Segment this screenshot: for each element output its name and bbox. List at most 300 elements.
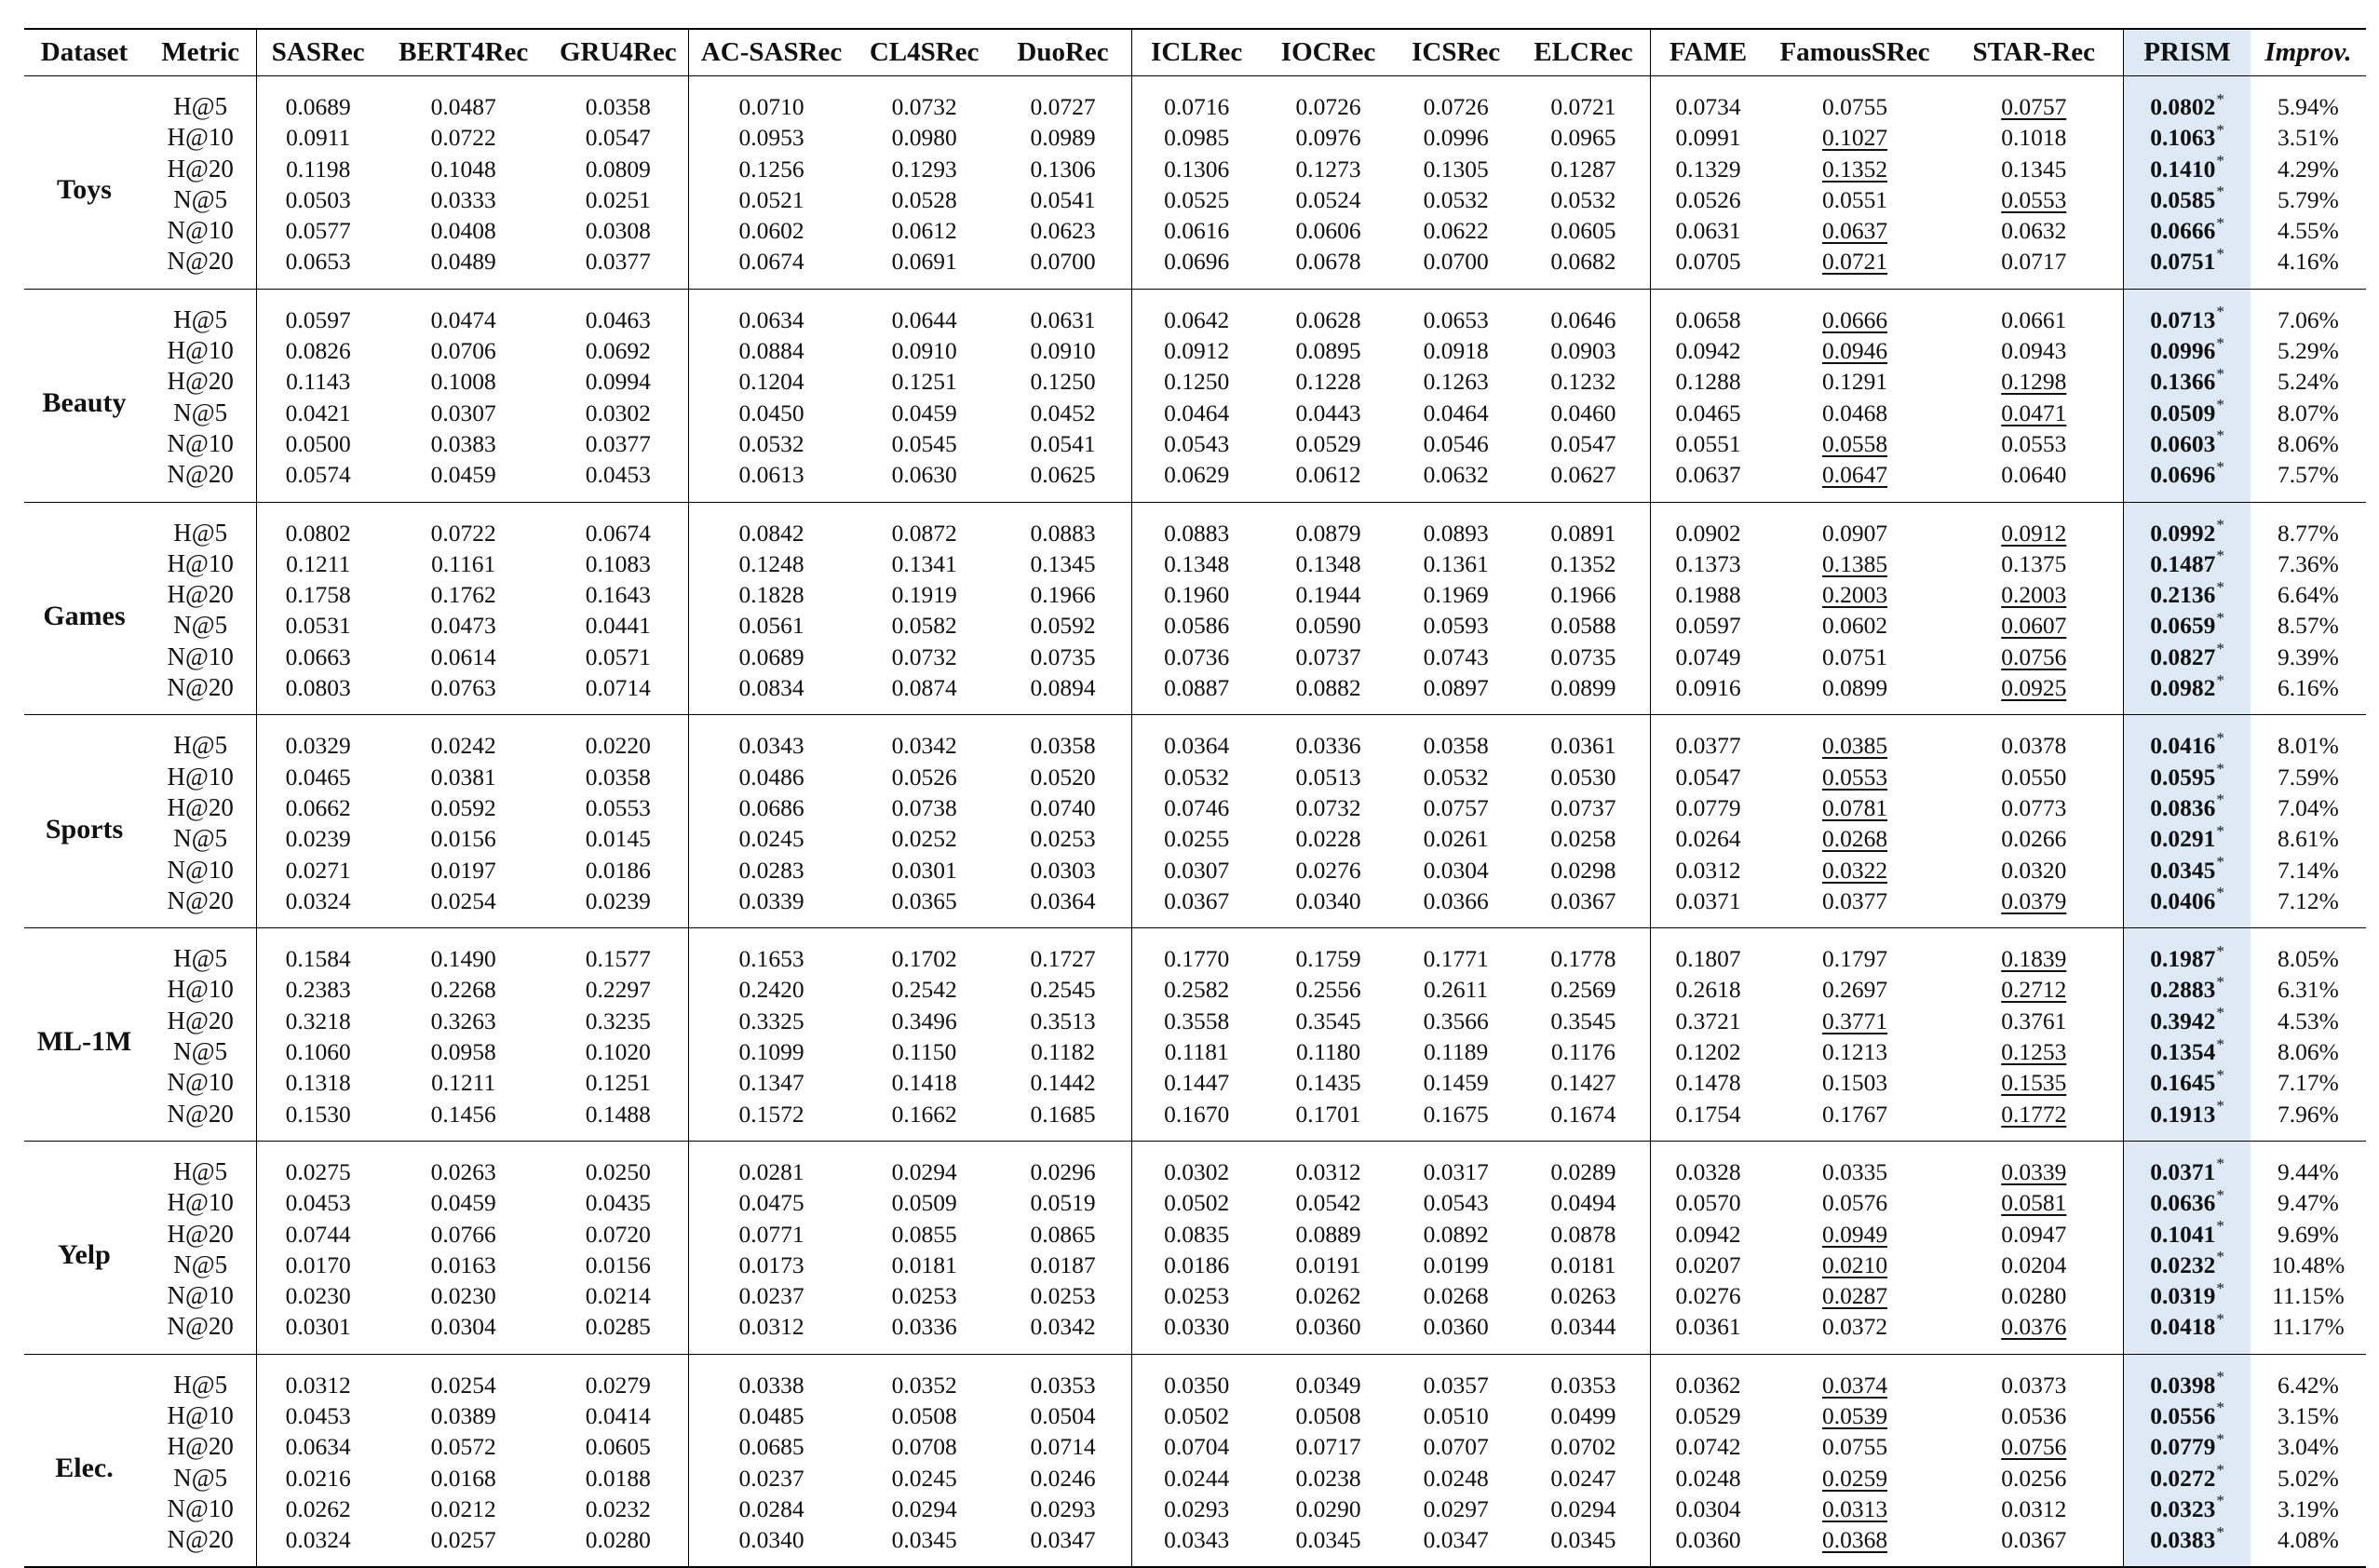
cell-famoussrec bbox=[1765, 928, 1945, 975]
cell-value: 0.0755 bbox=[1821, 93, 1888, 120]
cell-value: 0.0717 bbox=[1295, 1433, 1361, 1461]
cell-value: 0.0985 bbox=[1164, 124, 1230, 152]
cell-sasrec bbox=[257, 1431, 379, 1462]
cell-bert4rec bbox=[379, 885, 547, 928]
cell-value: 0.1643 bbox=[585, 581, 651, 609]
cell-icsrec bbox=[1396, 579, 1517, 610]
cell-cl4srec bbox=[854, 642, 994, 672]
cell-improvement: 3.15% bbox=[2277, 1401, 2339, 1429]
cell-value: 0.1161 bbox=[431, 549, 496, 577]
cell-bert4rec bbox=[379, 928, 547, 975]
cell-iocrec bbox=[1261, 1006, 1395, 1036]
table-row bbox=[24, 1099, 2366, 1142]
cell-elcrec bbox=[1517, 366, 1651, 397]
cell-fame bbox=[1651, 1354, 1765, 1400]
column-header-star-rec: STAR-Rec bbox=[1944, 29, 2124, 76]
cell-famoussrec bbox=[1765, 1187, 1945, 1218]
cell-value: 0.0342 bbox=[891, 732, 957, 760]
cell-iocrec bbox=[1261, 76, 1395, 123]
metric-label: N@20 bbox=[167, 1099, 234, 1128]
column-header-metric: Metric bbox=[144, 29, 257, 76]
table-row bbox=[24, 502, 2366, 548]
best-value: 0.0416 bbox=[2150, 732, 2216, 760]
cell-value: 0.0613 bbox=[738, 461, 804, 489]
table-row bbox=[24, 1463, 2366, 1494]
table-row bbox=[24, 610, 2366, 641]
cell-star-rec bbox=[1944, 1400, 2124, 1431]
cell-value: 0.0212 bbox=[430, 1494, 496, 1522]
cell-elcrec bbox=[1517, 792, 1651, 823]
cell-value: 0.0572 bbox=[430, 1433, 496, 1461]
cell-ac-sasrec bbox=[689, 1354, 854, 1400]
cell-value: 0.1008 bbox=[430, 368, 496, 396]
cell-value: 0.0884 bbox=[738, 337, 804, 365]
cell-value: 0.0632 bbox=[2001, 217, 2067, 245]
significance-mark: * bbox=[2216, 303, 2224, 321]
cell-cl4srec bbox=[854, 1067, 994, 1098]
cell-prism bbox=[2124, 184, 2251, 215]
cell-value: 0.0197 bbox=[430, 856, 496, 884]
cell-cl4srec bbox=[854, 246, 994, 289]
cell-bert4rec bbox=[379, 1280, 547, 1311]
significance-mark: * bbox=[2216, 1004, 2224, 1022]
cell-value: 0.0570 bbox=[1675, 1189, 1741, 1217]
table-row bbox=[24, 1219, 2366, 1250]
table-row bbox=[24, 885, 2366, 928]
cell-elcrec bbox=[1517, 1400, 1651, 1431]
cell-iocrec bbox=[1261, 885, 1395, 928]
cell-prism bbox=[2124, 502, 2251, 548]
cell-ac-sasrec bbox=[689, 1067, 854, 1098]
cell-value: 0.0766 bbox=[430, 1220, 496, 1248]
cell-value: 0.0459 bbox=[430, 461, 496, 489]
cell-duorec bbox=[994, 548, 1131, 579]
cell-value: 0.0996 bbox=[1423, 124, 1489, 152]
cell-duorec bbox=[994, 792, 1131, 823]
cell-value: 0.0542 bbox=[1295, 1189, 1361, 1217]
best-value: 0.0779 bbox=[2150, 1433, 2216, 1461]
cell-value: 0.0371 bbox=[1675, 886, 1741, 914]
cell-value: 0.0910 bbox=[891, 337, 957, 365]
cell-value: 0.1530 bbox=[285, 1100, 351, 1128]
cell-value: 0.0237 bbox=[738, 1282, 804, 1310]
cell-value: 0.0878 bbox=[1550, 1220, 1616, 1248]
cell-famoussrec bbox=[1765, 122, 1945, 153]
significance-mark: * bbox=[2216, 1461, 2224, 1480]
cell-ac-sasrec bbox=[689, 610, 854, 641]
cell-value: 0.0734 bbox=[1675, 93, 1741, 120]
cell-improvement: 7.04% bbox=[2277, 793, 2339, 821]
cell-value: 0.0842 bbox=[738, 519, 804, 547]
cell-sasrec bbox=[257, 502, 379, 548]
cell-sasrec bbox=[257, 459, 379, 502]
significance-mark: * bbox=[2216, 760, 2224, 778]
cell-duorec bbox=[994, 1219, 1131, 1250]
cell-value: 0.0526 bbox=[891, 763, 957, 791]
best-value: 0.0751 bbox=[2150, 248, 2216, 276]
cell-improvement: 8.77% bbox=[2277, 519, 2339, 547]
cell-value: 0.0835 bbox=[1164, 1220, 1230, 1248]
cell-iclrec bbox=[1131, 502, 1261, 548]
cell-value: 0.0324 bbox=[285, 1526, 351, 1554]
cell-value: 0.0263 bbox=[1550, 1282, 1616, 1310]
cell-prism bbox=[2124, 974, 2251, 1005]
cell-iclrec bbox=[1131, 1250, 1261, 1280]
second-best-value: 0.0558 bbox=[1821, 429, 1888, 457]
cell-value: 0.0257 bbox=[430, 1526, 496, 1554]
best-value: 0.0659 bbox=[2150, 612, 2216, 640]
cell-value: 0.1318 bbox=[285, 1069, 351, 1097]
cell-value: 0.1770 bbox=[1164, 945, 1230, 973]
cell-fame bbox=[1651, 289, 1765, 335]
cell-bert4rec bbox=[379, 762, 547, 792]
table-row bbox=[24, 459, 2366, 502]
results-table-container bbox=[24, 28, 2366, 1568]
cell-iclrec bbox=[1131, 610, 1261, 641]
cell-star-rec bbox=[1944, 289, 2124, 335]
dataset-label: Beauty bbox=[42, 387, 127, 419]
cell-value: 0.0285 bbox=[585, 1313, 651, 1341]
significance-mark: * bbox=[2216, 1429, 2224, 1448]
dataset-label: Toys bbox=[57, 174, 112, 206]
cell-value: 0.0486 bbox=[738, 763, 804, 791]
significance-mark: * bbox=[2216, 1065, 2224, 1084]
cell-iclrec bbox=[1131, 548, 1261, 579]
cell-value: 0.0892 bbox=[1423, 1220, 1489, 1248]
second-best-value: 0.0471 bbox=[2001, 399, 2067, 426]
cell-fame bbox=[1651, 154, 1765, 184]
cell-duorec bbox=[994, 215, 1131, 246]
cell-icsrec bbox=[1396, 215, 1517, 246]
cell-value: 0.1288 bbox=[1675, 368, 1741, 396]
cell-icsrec bbox=[1396, 246, 1517, 289]
cell-value: 0.0377 bbox=[585, 248, 651, 276]
cell-fame bbox=[1651, 246, 1765, 289]
cell-duorec bbox=[994, 855, 1131, 885]
cell-value: 0.0809 bbox=[585, 155, 651, 182]
cell-star-rec bbox=[1944, 502, 2124, 548]
cell-value: 0.0653 bbox=[1423, 305, 1489, 333]
cell-elcrec bbox=[1517, 1219, 1651, 1250]
cell-value: 0.1293 bbox=[891, 155, 957, 182]
cell-icsrec bbox=[1396, 154, 1517, 184]
cell-value: 0.0199 bbox=[1423, 1250, 1489, 1278]
second-best-value: 0.0757 bbox=[2001, 93, 2067, 120]
metric-label: N@10 bbox=[167, 428, 234, 457]
table-row bbox=[24, 1067, 2366, 1098]
cell-value: 0.1176 bbox=[1550, 1038, 1616, 1066]
cell-value: 0.0421 bbox=[285, 399, 351, 426]
cell-value: 0.0746 bbox=[1164, 793, 1230, 821]
cell-value: 0.0453 bbox=[285, 1401, 351, 1429]
cell-value: 0.0714 bbox=[585, 674, 651, 702]
table-row bbox=[24, 1187, 2366, 1218]
cell-sasrec bbox=[257, 289, 379, 335]
cell-value: 0.0883 bbox=[1164, 519, 1230, 547]
cell-value: 0.0207 bbox=[1675, 1250, 1741, 1278]
cell-value: 0.0296 bbox=[1030, 1157, 1096, 1185]
cell-value: 0.1060 bbox=[285, 1038, 351, 1066]
cell-iocrec bbox=[1261, 672, 1395, 715]
cell-cl4srec bbox=[854, 184, 994, 215]
cell-value: 0.1306 bbox=[1030, 155, 1096, 182]
metric-label: N@5 bbox=[173, 184, 228, 213]
cell-value: 0.1490 bbox=[430, 945, 496, 973]
results-table bbox=[24, 28, 2366, 1568]
column-header-dataset: Dataset bbox=[24, 29, 144, 76]
cell-icsrec bbox=[1396, 1311, 1517, 1354]
cell-improvement: 9.47% bbox=[2277, 1189, 2339, 1217]
cell-improvement: 4.55% bbox=[2277, 217, 2339, 245]
cell-icsrec bbox=[1396, 974, 1517, 1005]
cell-elcrec bbox=[1517, 398, 1651, 428]
cell-ac-sasrec bbox=[689, 974, 854, 1005]
cell-value: 0.0281 bbox=[738, 1157, 804, 1185]
cell-value: 0.0279 bbox=[585, 1371, 651, 1399]
cell-fame bbox=[1651, 823, 1765, 854]
cell-improvement: 4.16% bbox=[2277, 248, 2339, 276]
cell-value: 0.0389 bbox=[430, 1401, 496, 1429]
cell-value: 0.0634 bbox=[285, 1433, 351, 1461]
cell-improvement: 8.07% bbox=[2277, 399, 2339, 426]
cell-gru4rec bbox=[547, 762, 688, 792]
cell-iclrec bbox=[1131, 1431, 1261, 1462]
metric-label: H@10 bbox=[167, 1188, 234, 1217]
cell-cl4srec bbox=[854, 1250, 994, 1280]
cell-value: 0.0513 bbox=[1295, 763, 1361, 791]
cell-iocrec bbox=[1261, 1311, 1395, 1354]
cell-value: 0.0255 bbox=[1164, 825, 1230, 853]
column-header-gru4rec: GRU4Rec bbox=[547, 29, 688, 76]
significance-mark: * bbox=[2216, 1248, 2224, 1266]
cell-value: 0.1150 bbox=[892, 1038, 957, 1066]
cell-value: 0.0689 bbox=[738, 642, 804, 670]
significance-mark: * bbox=[2216, 884, 2224, 902]
cell-famoussrec bbox=[1765, 1006, 1945, 1036]
cell-value: 0.0245 bbox=[891, 1464, 957, 1492]
table-row bbox=[24, 1431, 2366, 1462]
cell-elcrec bbox=[1517, 610, 1651, 641]
cell-duorec bbox=[994, 76, 1131, 123]
cell-value: 0.0268 bbox=[1423, 1282, 1489, 1310]
cell-duorec bbox=[994, 1006, 1131, 1036]
cell-iclrec bbox=[1131, 398, 1261, 428]
cell-value: 0.1211 bbox=[286, 549, 351, 577]
cell-value: 0.0682 bbox=[1550, 248, 1616, 276]
cell-value: 0.0173 bbox=[738, 1250, 804, 1278]
significance-mark: * bbox=[2216, 244, 2224, 263]
best-value: 0.0418 bbox=[2150, 1313, 2216, 1341]
cell-gru4rec bbox=[547, 1400, 688, 1431]
dataset-label: Sports bbox=[45, 813, 124, 845]
cell-value: 0.0532 bbox=[738, 429, 804, 457]
cell-value: 0.0545 bbox=[891, 429, 957, 457]
cell-famoussrec bbox=[1765, 1431, 1945, 1462]
cell-value: 0.0340 bbox=[1295, 886, 1361, 914]
cell-iclrec bbox=[1131, 1400, 1261, 1431]
cell-value: 0.1727 bbox=[1030, 945, 1096, 973]
cell-icsrec bbox=[1396, 1036, 1517, 1067]
cell-value: 0.0204 bbox=[2001, 1250, 2067, 1278]
cell-prism bbox=[2124, 76, 2251, 123]
dataset-group bbox=[24, 289, 2366, 502]
cell-duorec bbox=[994, 1494, 1131, 1524]
cell-famoussrec bbox=[1765, 154, 1945, 184]
cell-improvement: 9.44% bbox=[2277, 1157, 2339, 1185]
cell-prism bbox=[2124, 1187, 2251, 1218]
cell-value: 0.1828 bbox=[738, 581, 804, 609]
metric-label: H@10 bbox=[167, 975, 234, 1004]
significance-mark: * bbox=[2216, 670, 2224, 689]
cell-value: 0.0714 bbox=[1030, 1433, 1096, 1461]
cell-value: 0.0280 bbox=[585, 1526, 651, 1554]
cell-value: 0.0383 bbox=[430, 429, 496, 457]
cell-famoussrec bbox=[1765, 428, 1945, 459]
cell-fame bbox=[1651, 502, 1765, 548]
significance-mark: * bbox=[2216, 1185, 2224, 1204]
cell-value: 0.1198 bbox=[286, 155, 351, 182]
cell-value: 0.0248 bbox=[1423, 1464, 1489, 1492]
cell-iclrec bbox=[1131, 1354, 1261, 1400]
cell-cl4srec bbox=[854, 76, 994, 123]
cell-value: 0.0735 bbox=[1550, 642, 1616, 670]
cell-star-rec bbox=[1944, 459, 2124, 502]
cell-bert4rec bbox=[379, 610, 547, 641]
cell-value: 0.2618 bbox=[1675, 976, 1741, 1004]
cell-fame bbox=[1651, 459, 1765, 502]
cell-value: 0.0366 bbox=[1423, 886, 1489, 914]
cell-duorec bbox=[994, 579, 1131, 610]
cell-value: 0.1584 bbox=[285, 945, 351, 973]
cell-value: 0.0220 bbox=[585, 732, 651, 760]
cell-iclrec bbox=[1131, 1187, 1261, 1218]
cell-value: 0.0757 bbox=[1423, 793, 1489, 821]
cell-value: 0.0245 bbox=[738, 825, 804, 853]
cell-value: 0.0335 bbox=[1821, 1157, 1888, 1185]
dataset-label: Games bbox=[43, 600, 126, 631]
cell-iocrec bbox=[1261, 1524, 1395, 1567]
cell-iclrec bbox=[1131, 289, 1261, 335]
cell-value: 0.0732 bbox=[891, 642, 957, 670]
second-best-value: 0.2003 bbox=[2001, 581, 2067, 609]
cell-gru4rec bbox=[547, 1141, 688, 1187]
cell-value: 0.0612 bbox=[1295, 461, 1361, 489]
cell-improvement: 7.06% bbox=[2277, 305, 2339, 333]
cell-value: 0.0489 bbox=[430, 248, 496, 276]
cell-improvement: 7.96% bbox=[2277, 1100, 2339, 1128]
cell-famoussrec bbox=[1765, 76, 1945, 123]
metric-label: N@10 bbox=[167, 855, 234, 884]
cell-value: 0.1345 bbox=[1030, 549, 1096, 577]
cell-duorec bbox=[994, 398, 1131, 428]
second-best-value: 0.0946 bbox=[1821, 337, 1888, 365]
cell-value: 0.1020 bbox=[585, 1038, 651, 1066]
cell-gru4rec bbox=[547, 1099, 688, 1142]
cell-value: 0.0629 bbox=[1164, 461, 1230, 489]
cell-value: 0.0156 bbox=[430, 825, 496, 853]
cell-value: 0.0163 bbox=[430, 1250, 496, 1278]
cell-elcrec bbox=[1517, 1067, 1651, 1098]
cell-value: 0.1944 bbox=[1295, 581, 1361, 609]
cell-star-rec bbox=[1944, 366, 2124, 397]
cell-value: 0.0290 bbox=[1295, 1494, 1361, 1522]
cell-value: 0.0345 bbox=[1295, 1526, 1361, 1554]
cell-value: 0.0547 bbox=[1675, 763, 1741, 791]
cell-value: 0.1352 bbox=[1550, 549, 1616, 577]
cell-ac-sasrec bbox=[689, 154, 854, 184]
cell-value: 0.0732 bbox=[891, 93, 957, 120]
cell-value: 0.0345 bbox=[891, 1526, 957, 1554]
cell-prism bbox=[2124, 122, 2251, 153]
cell-value: 0.0528 bbox=[891, 185, 957, 213]
cell-gru4rec bbox=[547, 855, 688, 885]
cell-star-rec bbox=[1944, 1354, 2124, 1400]
cell-value: 0.0735 bbox=[1030, 642, 1096, 670]
cell-star-rec bbox=[1944, 1524, 2124, 1567]
cell-iclrec bbox=[1131, 823, 1261, 854]
cell-value: 0.0254 bbox=[430, 1371, 496, 1399]
cell-iocrec bbox=[1261, 215, 1395, 246]
best-value: 0.2136 bbox=[2150, 581, 2216, 609]
cell-improvement: 6.31% bbox=[2277, 976, 2339, 1004]
cell-bert4rec bbox=[379, 1250, 547, 1280]
cell-star-rec bbox=[1944, 1036, 2124, 1067]
cell-gru4rec bbox=[547, 459, 688, 502]
second-best-value: 0.1839 bbox=[2001, 945, 2067, 973]
metric-label: H@5 bbox=[173, 731, 228, 760]
cell-value: 0.0253 bbox=[1164, 1282, 1230, 1310]
cell-cl4srec bbox=[854, 1036, 994, 1067]
table-row bbox=[24, 1311, 2366, 1354]
second-best-value: 0.0539 bbox=[1821, 1401, 1888, 1429]
cell-value: 0.1653 bbox=[738, 945, 804, 973]
cell-prism bbox=[2124, 428, 2251, 459]
cell-icsrec bbox=[1396, 366, 1517, 397]
table-row bbox=[24, 642, 2366, 672]
cell-value: 0.0727 bbox=[1030, 93, 1096, 120]
second-best-value: 0.2712 bbox=[2001, 976, 2067, 1004]
cell-ac-sasrec bbox=[689, 1463, 854, 1494]
best-value: 0.0371 bbox=[2150, 1157, 2216, 1185]
cell-value: 0.0637 bbox=[1675, 461, 1741, 489]
cell-value: 0.0899 bbox=[1550, 674, 1616, 702]
cell-value: 0.0361 bbox=[1550, 732, 1616, 760]
cell-value: 0.0586 bbox=[1164, 612, 1230, 640]
metric-label: H@10 bbox=[167, 548, 234, 577]
cell-ac-sasrec bbox=[689, 1036, 854, 1067]
cell-star-rec bbox=[1944, 1250, 2124, 1280]
cell-sasrec bbox=[257, 1250, 379, 1280]
cell-value: 0.0574 bbox=[285, 461, 351, 489]
cell-value: 0.0381 bbox=[430, 763, 496, 791]
metric-label: N@5 bbox=[173, 398, 228, 426]
best-value: 0.1063 bbox=[2150, 124, 2216, 152]
cell-sasrec bbox=[257, 1141, 379, 1187]
cell-value: 0.1202 bbox=[1675, 1038, 1741, 1066]
cell-value: 0.0716 bbox=[1164, 93, 1230, 120]
cell-prism bbox=[2124, 762, 2251, 792]
cell-improvement: 7.59% bbox=[2277, 763, 2339, 791]
best-value: 0.0982 bbox=[2150, 674, 2216, 702]
metric-label: H@20 bbox=[167, 580, 234, 609]
cell-value: 0.0532 bbox=[1550, 185, 1616, 213]
cell-famoussrec bbox=[1765, 672, 1945, 715]
cell-value: 0.0307 bbox=[1164, 856, 1230, 884]
cell-value: 0.2297 bbox=[585, 976, 651, 1004]
cell-ac-sasrec bbox=[689, 366, 854, 397]
cell-value: 0.0230 bbox=[430, 1282, 496, 1310]
cell-iclrec bbox=[1131, 1524, 1261, 1567]
